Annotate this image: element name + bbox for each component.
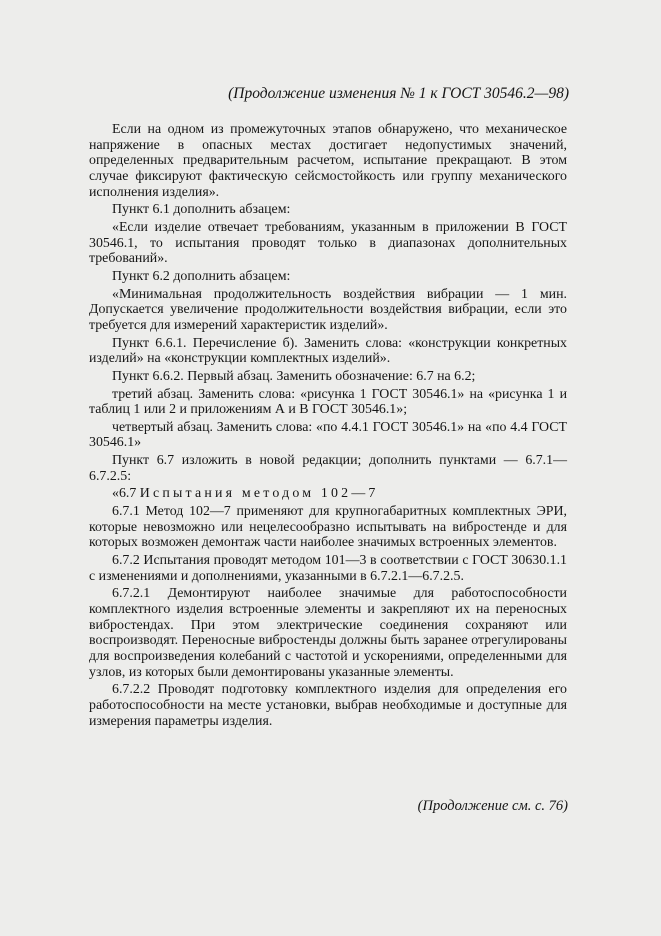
paragraph: «Минимальная продолжительность воздействия вибрации — 1 мин. Допускается увеличение продолжительности воздействия вибрации, если это требуется для измерений характеристик изделий».	[89, 286, 567, 333]
paragraph: Если на одном из промежуточных этапов обнаружено, что механическое напряжение в опасных местах достигает недопустимых значений, определенных предварительным расчетом, испытание прекращают. В этом случае фиксируют фактическую сейсмостойкость или группу механического исполнения изделия».	[89, 122, 567, 200]
page-header: (Продолжение изменения № 1 к ГОСТ 30546.2—98)	[228, 85, 569, 102]
paragraph: 6.7.2 Испытания проводят методом 101—3 в соответствии с ГОСТ 30630.1.1 с изменениями и дополнениями, указанными в 6.7.2.1—6.7.2.5.	[89, 553, 567, 584]
paragraph: Пункт 6.2 дополнить абзацем:	[112, 268, 291, 284]
paragraph: 6.7.1 Метод 102—7 применяют для крупногабаритных комплектных ЭРИ, которые невозможно или нецелесообразно испытывать на вибростенде и для которых возможен демонтаж части наиболее значимых встроенных элементов.	[89, 504, 567, 551]
document-body	[89, 122, 567, 729]
paragraph: «Если изделие отвечает требованиям, указанным в приложении В ГОСТ 30546.1, то испытания проводят только в диапазонах дополнительных требований».	[89, 219, 567, 267]
paragraph: 6.7.2.2 Проводят подготовку комплектного изделия для определения его работоспособности на месте установки, выбрав необходимые и доступные для измерения параметры изделия.	[89, 682, 567, 729]
paragraph: Пункт 6.1 дополнить абзацем:	[112, 202, 291, 218]
section-heading	[89, 486, 567, 502]
paragraph: Пункт 6.7 изложить в новой редакции; дополнить пунктами — 6.7.1—6.7.2.5:	[89, 453, 567, 484]
section-heading-number: «6.7	[112, 486, 137, 502]
page-footer: (Продолжение см. с. 76)	[417, 798, 568, 814]
paragraph: 6.7.2.1 Демонтируют наиболее значимые для работоспособности комплектного изделия встроенные элементы и закрепляют их на переносных вибростендах. При этом электрические соединения сохраняют или воспроизводят. Переносные вибростенды должны быть заранее отрегулированы для воспроизведения колебаний с частотой и ускорениями, определенными для узлов, из которых были демонтированы указанные элементы.	[89, 586, 567, 680]
paragraph: третий абзац. Заменить слова: «рисунка 1 ГОСТ 30546.1» на «рисунка 1 и таблиц 1 или 2 и приложениям А и В ГОСТ 30546.1»;	[89, 386, 567, 418]
paragraph: Пункт 6.6.2. Первый абзац. Заменить обозначение: 6.7 на 6.2;	[112, 368, 476, 384]
paragraph: Пункт 6.6.1. Перечисление б). Заменить слова: «конструкции конкретных изделий» на «конструкции комплектных изделий».	[89, 335, 567, 367]
paragraph: четвертый абзац. Заменить слова: «по 4.4.1 ГОСТ 30546.1» на «по 4.4 ГОСТ 30546.1»	[89, 419, 567, 451]
section-heading-title: Испытания методом 102—7	[139, 486, 379, 502]
